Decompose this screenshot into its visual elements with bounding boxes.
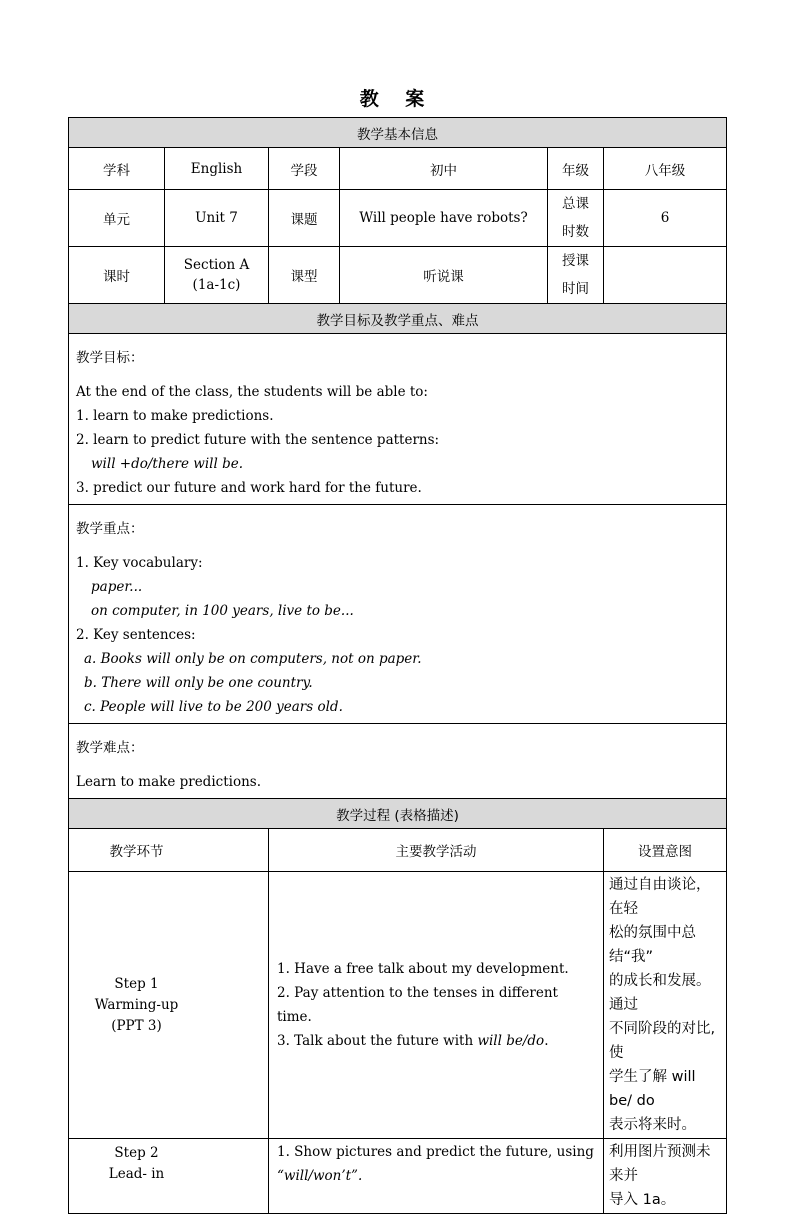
col-intent-header: 设置意图: [604, 829, 727, 872]
stage-label: 学段: [269, 148, 340, 190]
subject-label: 学科: [69, 148, 165, 190]
type-label: 课型: [269, 247, 340, 304]
key-points-section: 教学重点： 1. Key vocabulary: paper... on computer, in 100 years, live to be... 2. Key sentences: a. Books will only be on computers, not on paper. b. There will only be one country. c. People will live to be 200 years old.: [69, 505, 727, 724]
period-value: Section A (1a-1c): [165, 247, 269, 304]
grade-value: 八年级: [604, 148, 727, 190]
col-step-header: 教学环节: [69, 829, 269, 872]
unit-value: Unit 7: [165, 190, 269, 247]
teach-time-label: 授课 时间: [548, 247, 604, 304]
basic-info-header: 教学基本信息: [69, 118, 727, 148]
teach-time-value: [604, 247, 727, 304]
step-1-cell: Step 1 Warming-up (PPT 3): [69, 872, 269, 1139]
topic-value: Will people have robots?: [340, 190, 548, 247]
lesson-plan-table: [68, 117, 727, 1214]
page-title: 教 案: [359, 88, 435, 110]
type-value: 听说课: [340, 247, 548, 304]
step-2-activities: 1. Show pictures and predict the future, using “will/won’t”.: [269, 1139, 604, 1214]
period-label: 课时: [69, 247, 165, 304]
difficult-points-label: 教学难点：: [76, 740, 144, 756]
objectives-section: 教学目标： At the end of the class, the students will be able to: 1. learn to make predictions. 2. learn to predict future with the sentence patterns: will +do/there will be. 3. predict our future and work hard for the future.: [69, 334, 727, 505]
step-2-intent: 利用图片预测未来并 导入 1a。: [604, 1139, 727, 1214]
topic-label: 课题: [269, 190, 340, 247]
grade-label: 年级: [548, 148, 604, 190]
total-periods-label: 总课 时数: [548, 190, 604, 247]
step-2-cell: Step 2 Lead- in: [69, 1139, 269, 1214]
unit-label: 单元: [69, 190, 165, 247]
difficult-points-section: 教学难点： Learn to make predictions.: [69, 724, 727, 799]
goals-header: 教学目标及教学重点、难点: [69, 304, 727, 334]
subject-value: English: [165, 148, 269, 190]
key-points-label: 教学重点：: [76, 521, 144, 537]
total-periods-value: 6: [604, 190, 727, 247]
process-header: 教学过程 (表格描述): [69, 799, 727, 829]
stage-value: 初中: [340, 148, 548, 190]
step-1-intent: 通过自由谈论，在轻 松的氛围中总结“我” 的成长和发展。通过 不同阶段的对比,使 学生了解 will be/ do 表示将来时。: [604, 872, 727, 1139]
step-1-activities: 1. Have a free talk about my development. 2. Pay attention to the tenses in different time. 3. Talk about the future with will be/do.: [269, 872, 604, 1139]
col-activity-header: 主要教学活动: [269, 829, 604, 872]
objectives-label: 教学目标：: [76, 350, 144, 366]
